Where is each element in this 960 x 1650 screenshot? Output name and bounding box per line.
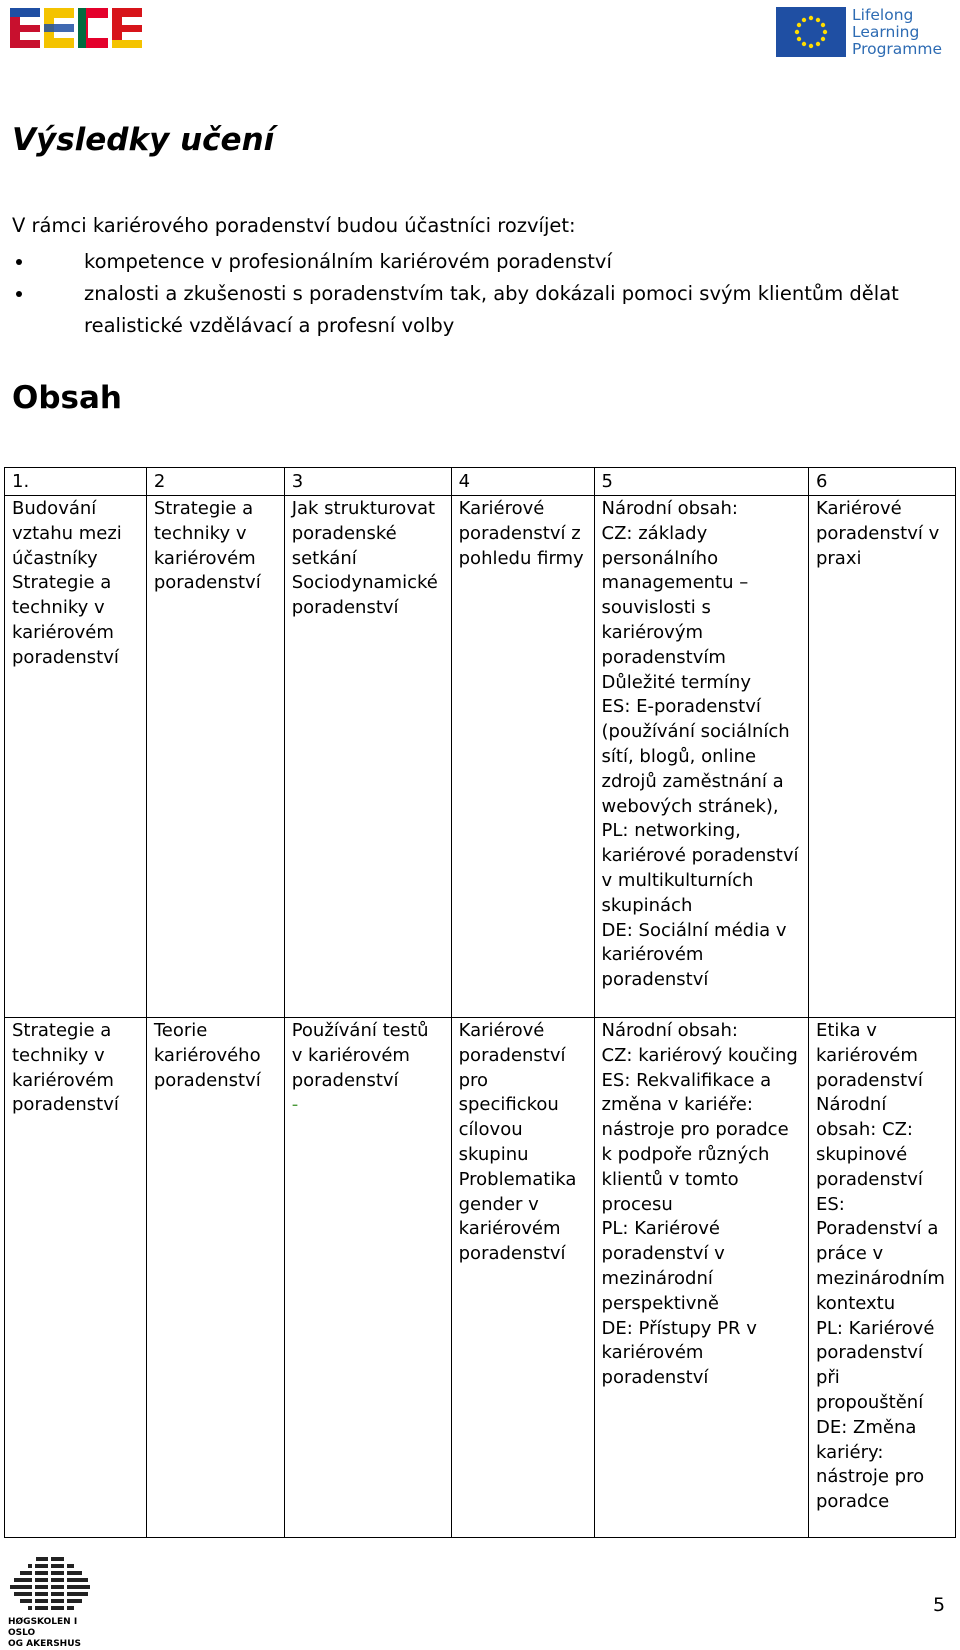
llp-line: Learning [852,22,920,41]
table-cell [594,1018,808,1538]
ecce-logo [8,4,144,52]
eu-flag-icon [776,7,846,57]
cell-text: Etika v kariérovém poradenství [815,1020,923,1091]
table-cell [284,1018,451,1538]
learning-outcomes-heading: Výsledky učení [12,122,275,158]
list-item [12,278,952,342]
bullet-icon [16,259,22,265]
learning-outcomes-intro: V rámci kariérového poradenství budou účastníci rozvíjet: [12,214,576,237]
cell-text: Problematika gender v kariérovém poradenství [458,1168,577,1265]
dash-mark: - [291,1094,299,1116]
ecce-logo-graphic [8,4,144,52]
cell-text: Strategie a techniky v kariérovém poradenství [12,1020,119,1116]
bullet-icon [16,291,22,297]
hioa-line: OG AKERSHUS [8,1639,81,1649]
module-number: 2 [146,468,284,496]
table-cell [808,1018,955,1538]
table-cell [284,496,451,1018]
content-heading: Obsah [12,380,122,416]
cell-text: Strategie a techniky v kariérovém poradenství [153,498,261,594]
module-number: 6 [808,468,955,496]
cell-text: Národní obsah: CZ: kariérový koučing ES: Rekvalifikace a změna v kariéře: nástroje pro poradce k podpoře různých klientů v tomto procesu PL: Kariérové poradenství v mezinárodní perspektivně DE: Přístupy PR v kariérovém poradenství [601,1020,798,1389]
cell-text: Teorie kariérového poradenství [153,1020,261,1091]
lifelong-learning-programme-logo [776,6,942,58]
table-cell [451,496,594,1018]
learning-outcomes-list [12,246,952,342]
cell-text: Sociodynamické poradenství [291,572,438,619]
table-cell [808,496,955,1018]
cell-text: Národní obsah: CZ: základy personálního managementu – souvislosti s kariérovým poradenstvím Důležité termíny ES: E-poradenství (používání sociálních sítí, blogů, online zdrojů zaměstnání a webových stránek), PL: networking, kariérové poradenství v multikulturních skupinách DE: Sociální média v kariérovém poradenství [601,498,799,991]
cell-text: Strategie a techniky v kariérovém poradenství [12,572,119,668]
hioa-line: HØGSKOLEN I OSLO [8,1617,78,1638]
llp-logo-text [852,7,942,58]
cell-text: Kariérové poradenství z pohledu firmy [458,498,584,569]
table-cell [5,1018,147,1538]
table-row [5,1018,956,1538]
table-cell [146,496,284,1018]
page-number: 5 [933,1594,946,1616]
cell-text: Kariérové poradenství pro specifickou cílovou skupinu [458,1020,566,1165]
module-number: 3 [284,468,451,496]
cell-text: Národní obsah: CZ: skupinové poradenství ES: Poradenství a práce v mezinárodním kontextu PL: Kariérové poradenství při propouštění DE: Změna kariéry: nástroje pro poradce [815,1094,945,1513]
table-cell [594,496,808,1018]
module-number: 4 [451,468,594,496]
table-cell [5,496,147,1018]
hioa-logo-graphic [8,1555,92,1617]
cell-text: Kariérové poradenství v praxi [815,498,940,569]
table-cell [146,1018,284,1538]
table-number-row [5,468,956,496]
llp-line: Lifelong [852,5,914,24]
table-row [5,496,956,1018]
table-cell [451,1018,594,1538]
module-number: 1. [5,468,147,496]
list-item-text: znalosti a zkušenosti s poradenstvím tak, aby dokázali pomoci svým klientům dělat realistické vzdělávací a profesní volby [84,282,899,337]
module-number: 5 [594,468,808,496]
hioa-logo-text [8,1617,92,1650]
cell-text: Používání testů v kariérovém poradenství [291,1020,429,1091]
list-item-text: kompetence v profesionálním kariérovém poradenství [84,250,612,273]
list-item [12,246,952,278]
content-table [4,467,956,1538]
llp-line: Programme [852,39,943,58]
hioa-logo [8,1555,92,1649]
cell-text: Budování vztahu mezi účastníky [12,498,122,569]
cell-text: Jak strukturovat poradenské setkání [291,498,436,569]
